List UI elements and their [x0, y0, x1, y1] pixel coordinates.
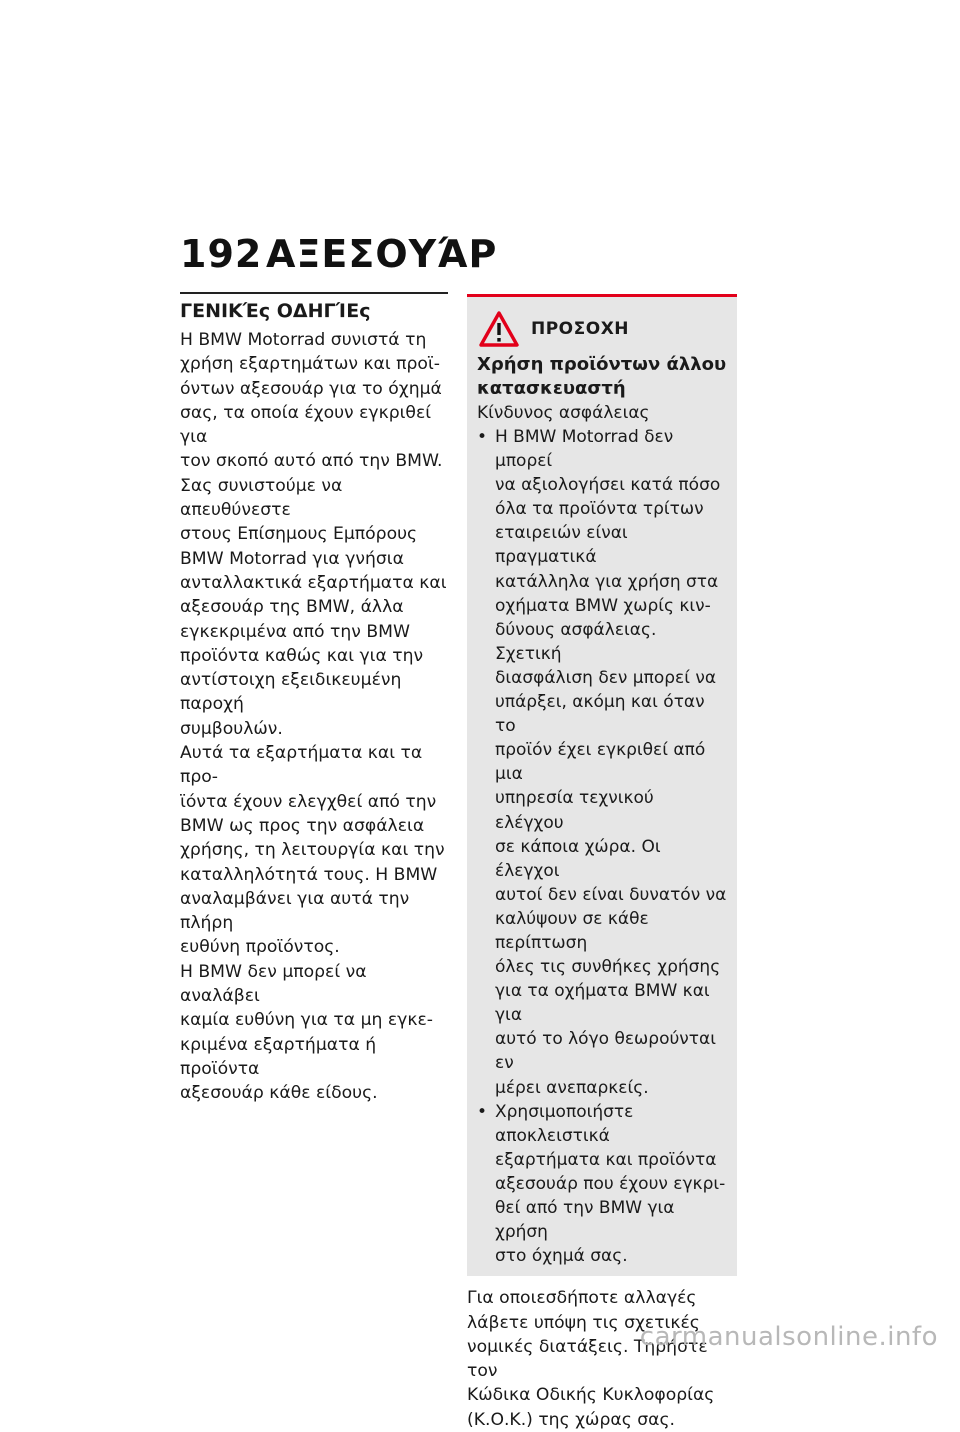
warning-header: [479, 311, 727, 347]
warning-label: ΠΡΟΣΟΧΗ: [531, 319, 630, 339]
watermark: carmanualsonline.info: [639, 1322, 938, 1352]
section-heading: ΓΕΝΙΚΈς ΟΔΗΓΊΕς: [180, 300, 371, 322]
chapter-title: ΑΞΕΣΟΥΆΡ: [266, 232, 498, 276]
warning-triangle-icon: [479, 311, 519, 347]
warning-title: Χρήση προϊόντων άλλου κατασκευαστή: [477, 354, 727, 399]
page-number: 192: [180, 232, 263, 276]
paragraph-liability: Η BMW δεν μπορεί να αναλάβει καμία ευθύνη για τα μη εγκε- κριμένα εξαρτήματα ή προϊόντα αξεσουάρ κάθε είδους.: [180, 961, 433, 1104]
bullet-icon: •: [477, 1101, 488, 1122]
warning-box: [467, 294, 737, 1276]
section-divider: [180, 292, 448, 294]
warning-bullet-list: [477, 425, 727, 1268]
paragraph-recommendation: Η BMW Motorrad συνιστά τη χρήση εξαρτημάτων και προϊ- όντων αξεσουάρ για το όχημά σας, τα οποία έχουν εγκριθεί για τον σκοπό αυτό από την BMW. Σας συνιστούμε να απευθύνεστε στους Επίσημους Εμπόρους BMW Motorrad για γνήσια ανταλλακτικά εξαρτήματα και αξεσουάρ της BMW, άλλα εγκεκριμένα από την BMW προϊόντα καθώς και για την αντίστοιχη εξειδικευμένη παροχή συμβουλών.: [180, 330, 447, 739]
bullet-icon: •: [477, 427, 488, 447]
paragraph-testing: Αυτά τα εξαρτήματα και τα προ- ϊόντα έχουν ελεγχθεί από την BMW ως προς την ασφάλεια χρήσης, τη λειτουργία και την καταλληλότητά τους. Η BMW αναλαμβάνει για αυτά την πλήρη ευθύνη προϊόντος.: [180, 743, 445, 958]
list-item: [477, 1100, 727, 1269]
list-item-text: Χρησιμοποιήστε αποκλειστικά εξαρτήματα και προϊόντα αξεσουάρ που έχουν εγκρι- θεί από την BMW για χρήση στο όχημά σας.: [495, 1101, 726, 1267]
list-item: [477, 425, 727, 1100]
paragraph-legal: Για οποιεσδήποτε αλλαγές λάβετε υπόψη τις σχετικές νομικές διατάξεις. Τηρήστε τον Κώδικα Οδικής Κυκλοφορίας (Κ.Ο.Κ.) της χώρας σας.: [467, 1288, 715, 1430]
left-column: [180, 292, 448, 1106]
list-item-text: Η BMW Motorrad δεν μπορεί να αξιολογήσει κατά πόσο όλα τα προϊόντα τρίτων εταιρειών είναι πραγματικά κατάλληλα για χρήση στα οχήματα BMW χωρίς κιν- δύνους ασφάλειας. Σχετική διασφάλιση δεν μπορεί να υπάρξει, ακόμη και όταν το προϊόν έχει εγκριθεί από μια υπηρεσία τεχνικού ελέγχου σε κάποια χώρα. Οι έλεγχοι αυτοί δεν είναι δυνατόν να καλύψουν σε κάθε περίπτωση όλες τις συνθήκες χρήσης για τα οχήματα BMW και για αυτό το λόγο θεωρούνται εν μέρει ανεπαρκείς.: [495, 427, 727, 1098]
warning-risk: Κίνδυνος ασφάλειας: [477, 403, 650, 423]
right-column: [467, 294, 737, 1432]
page-header: [180, 232, 497, 276]
